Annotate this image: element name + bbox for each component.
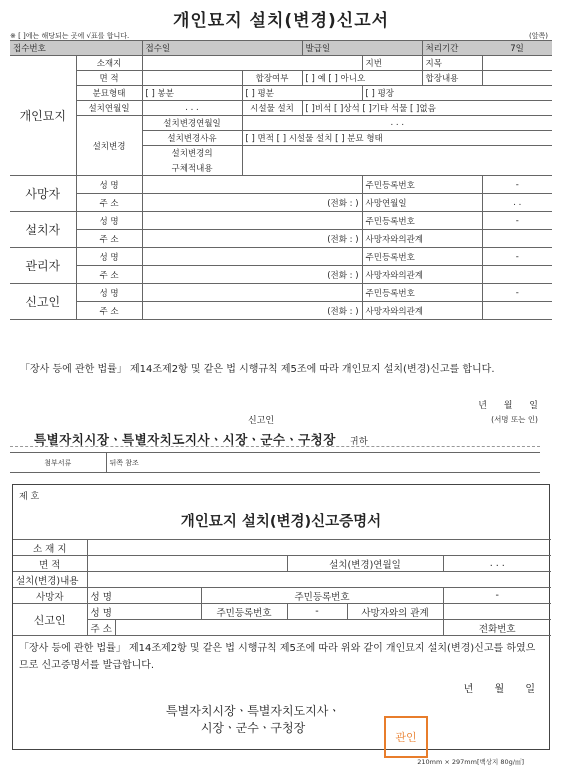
jibun-label: 지번 xyxy=(362,56,422,71)
cert-install-date-label: 설치(변경)연월일 xyxy=(287,556,443,572)
cert-reporter-row xyxy=(13,604,551,620)
manager-address-row xyxy=(10,266,552,284)
installer-id-label: 주민등록번호 xyxy=(362,212,482,230)
manager-name-label: 성 명 xyxy=(76,248,142,266)
installer-address-label: 주 소 xyxy=(76,230,142,248)
deceased-address-label: 주 소 xyxy=(76,194,142,212)
check-note: ※ [ ]에는 해당되는 곳에 √표를 합니다. xyxy=(10,32,130,40)
issuer-line-1: 특별자치시장ㆍ특별자치도지사ㆍ xyxy=(166,704,340,718)
reporter-name-label: 성 명 xyxy=(76,284,142,302)
deceased-name-field[interactable] xyxy=(142,176,362,194)
manager-id-field[interactable]: - xyxy=(482,248,552,266)
facility-label: 시설물 설치 xyxy=(242,101,302,116)
reporter-address-label: 주 소 xyxy=(76,302,142,320)
cert-location-row xyxy=(13,540,551,556)
manager-address-label: 주 소 xyxy=(76,266,142,284)
cert-deceased-label: 사망자 xyxy=(13,588,87,604)
cert-deceased-row xyxy=(13,588,551,604)
joint-content-label: 합장내용 xyxy=(422,71,482,86)
installer-id-field[interactable]: - xyxy=(482,212,552,230)
manager-phone-field[interactable]: (전화 : ) xyxy=(142,266,362,284)
installer-relation-label: 사망자와의관계 xyxy=(362,230,482,248)
change-date-row xyxy=(10,116,552,131)
cert-reporter-address-row xyxy=(13,620,551,636)
change-date-field[interactable]: . . . xyxy=(242,116,552,131)
paper-spec: 210mm × 297mm[백상지 80g/㎡] xyxy=(417,758,524,766)
cert-content-row xyxy=(13,572,551,588)
reporter-relation-field[interactable] xyxy=(482,302,552,320)
area-label: 면 적 xyxy=(76,71,142,86)
manager-id-label: 주민등록번호 xyxy=(362,248,482,266)
receipt-row xyxy=(10,41,552,56)
addressee-name: 특별자치시장ㆍ특별자치도지사ㆍ시장ㆍ군수ㆍ구청장 xyxy=(34,432,336,447)
area-row xyxy=(10,71,552,86)
change-reason-options[interactable]: [ ] 면적 [ ] 시설물 설치 [ ] 분묘 형태 xyxy=(242,131,552,146)
deceased-section-label: 사망자 xyxy=(10,176,76,212)
installer-address-row xyxy=(10,230,552,248)
cert-location-label: 소 재 지 xyxy=(13,540,87,556)
cert-area-row xyxy=(13,556,551,572)
joint-burial-options[interactable]: [ ] 예 [ ] 아니오 xyxy=(302,71,422,86)
jimok-field[interactable] xyxy=(482,56,552,71)
cert-location-field[interactable] xyxy=(87,540,551,556)
cert-area-label: 면 적 xyxy=(13,556,87,572)
attachment-table xyxy=(10,452,540,473)
location-label: 소재지 xyxy=(76,56,142,71)
certificate-number: 제 호 xyxy=(19,492,40,502)
cert-relation-label: 사망자와의 관계 xyxy=(347,604,443,620)
cert-reporter-id-label: 주민등록번호 xyxy=(201,604,287,620)
type-pyeongbun-checkbox[interactable]: [ ] 평분 xyxy=(242,86,362,101)
cert-address-field[interactable] xyxy=(115,620,443,636)
change-detail-label-2: 구체적내용 xyxy=(142,161,242,176)
change-detail-label-1: 설치변경의 xyxy=(142,146,242,161)
grave-section-label: 개인묘지 xyxy=(10,56,76,176)
divider xyxy=(10,446,540,447)
receipt-date-label: 접수일 xyxy=(142,41,302,56)
area-field[interactable] xyxy=(142,71,242,86)
cert-content-label: 설치(변경)내용 xyxy=(13,572,87,588)
cert-reporter-name-label: 성 명 xyxy=(87,604,201,620)
installer-section-label: 설치자 xyxy=(10,212,76,248)
jimok-label: 지목 xyxy=(422,56,482,71)
facility-options[interactable]: [ ]비석 [ ]상석 [ ]기타 석물 [ ]없음 xyxy=(302,101,552,116)
deceased-name-row xyxy=(10,176,552,194)
change-detail-field[interactable] xyxy=(242,146,552,176)
cert-deceased-id-label: 주민등록번호 xyxy=(201,588,443,604)
deceased-address-row xyxy=(10,194,552,212)
report-form-table xyxy=(10,40,552,320)
grave-type-label: 분묘형태 xyxy=(76,86,142,101)
certificate-date: 년 월 일 xyxy=(463,684,535,695)
grave-type-row xyxy=(10,86,552,101)
reporter-address-row xyxy=(10,302,552,320)
addressee-suffix: 귀하 xyxy=(349,437,369,447)
joint-content-field[interactable] xyxy=(482,71,552,86)
receipt-no-label: 접수번호 xyxy=(10,41,142,56)
certificate-section xyxy=(12,484,550,750)
processing-period-label: 처리기간 xyxy=(422,41,482,56)
installer-phone-field[interactable]: (전화 : ) xyxy=(142,230,362,248)
deceased-name-label: 성 명 xyxy=(76,176,142,194)
cert-deceased-id-field[interactable]: - xyxy=(443,588,551,604)
reporter-id-label: 주민등록번호 xyxy=(362,284,482,302)
cert-relation-field[interactable] xyxy=(443,604,551,620)
certificate-issuer xyxy=(73,695,433,737)
cert-phone-label: 전화번호 xyxy=(443,620,551,636)
form-title: 개인묘지 설치(변경)신고서 xyxy=(172,11,390,31)
manager-name-field[interactable] xyxy=(142,248,362,266)
official-seal: 관인 xyxy=(384,716,428,758)
grave-location-row xyxy=(10,56,552,71)
issuer-line-2: 시장ㆍ군수ㆍ구청장 xyxy=(200,721,306,735)
certificate-body-text: 「장사 등에 관한 법률」 제14조제2항 및 같은 법 시행규칙 제5조에 따라 위와 같이 개인묘지 설치(변경)신고를 하였으므로 신고증명서를 발급합니다. xyxy=(19,643,536,671)
statement-text: 「장사 등에 관한 법률」 제14조제2항 및 같은 법 시행규칙 제5조에 따라 개인묘지 설치(변경)신고를 합니다. xyxy=(20,364,495,375)
change-reason-label: 설치변경사유 xyxy=(142,131,242,146)
install-date-row xyxy=(10,101,552,116)
cert-install-date-field[interactable]: . . . xyxy=(443,556,551,572)
type-pyeongjang-checkbox[interactable]: [ ] 평장 xyxy=(362,86,552,101)
reporter-phone-field[interactable]: (전화 : ) xyxy=(142,302,362,320)
deceased-phone-field[interactable]: (전화 : ) xyxy=(142,194,362,212)
cert-content-field[interactable] xyxy=(87,572,551,588)
manager-relation-field[interactable] xyxy=(482,266,552,284)
cert-reporter-label: 신고인 xyxy=(13,604,87,636)
deceased-id-field[interactable]: - xyxy=(482,176,552,194)
reporter-section-label: 신고인 xyxy=(10,284,76,320)
reporter-id-field[interactable]: - xyxy=(482,284,552,302)
processing-period-value: 7일 xyxy=(482,41,552,56)
install-date-field[interactable]: . . . xyxy=(142,101,242,116)
install-date-label: 설치연월일 xyxy=(76,101,142,116)
cert-area-field[interactable] xyxy=(87,556,287,572)
sign-or-seal-label: (서명 또는 인) xyxy=(491,415,538,424)
attachment-label: 첨부서류 xyxy=(10,453,106,473)
cert-address-label: 주 소 xyxy=(87,620,115,636)
death-date-field[interactable]: . . xyxy=(482,194,552,212)
report-date: 년 월 일 xyxy=(478,401,538,411)
installer-name-row xyxy=(10,212,552,230)
page-side-label: (앞쪽) xyxy=(529,32,548,40)
manager-section-label: 관리자 xyxy=(10,248,76,284)
cert-deceased-name-label: 성 명 xyxy=(87,588,201,604)
manager-relation-label: 사망자와의관계 xyxy=(362,266,482,284)
issue-date-label: 발급일 xyxy=(302,41,422,56)
certificate-table xyxy=(13,539,551,636)
cert-reporter-id-field[interactable]: - xyxy=(287,604,347,620)
reporter-name-row xyxy=(10,284,552,302)
installer-name-field[interactable] xyxy=(142,212,362,230)
change-section-label: 설치변경 xyxy=(76,116,142,176)
joint-burial-label: 합장여부 xyxy=(242,71,302,86)
change-date-label: 설치변경연월일 xyxy=(142,116,242,131)
installer-relation-field[interactable] xyxy=(482,230,552,248)
reporter-relation-label: 사망자와의관계 xyxy=(362,302,482,320)
deceased-id-label: 주민등록번호 xyxy=(362,176,482,194)
certificate-title: 개인묘지 설치(변경)신고증명서 xyxy=(180,514,382,530)
reporter-sign-label: 신고인 xyxy=(248,416,275,426)
reporter-name-field[interactable] xyxy=(142,284,362,302)
manager-name-row xyxy=(10,248,552,266)
death-date-label: 사망연월일 xyxy=(362,194,482,212)
type-bongbun-checkbox[interactable]: [ ] 봉분 xyxy=(142,86,242,101)
location-field[interactable] xyxy=(142,56,362,71)
installer-name-label: 성 명 xyxy=(76,212,142,230)
attachment-value: 뒤쪽 참조 xyxy=(106,453,540,473)
